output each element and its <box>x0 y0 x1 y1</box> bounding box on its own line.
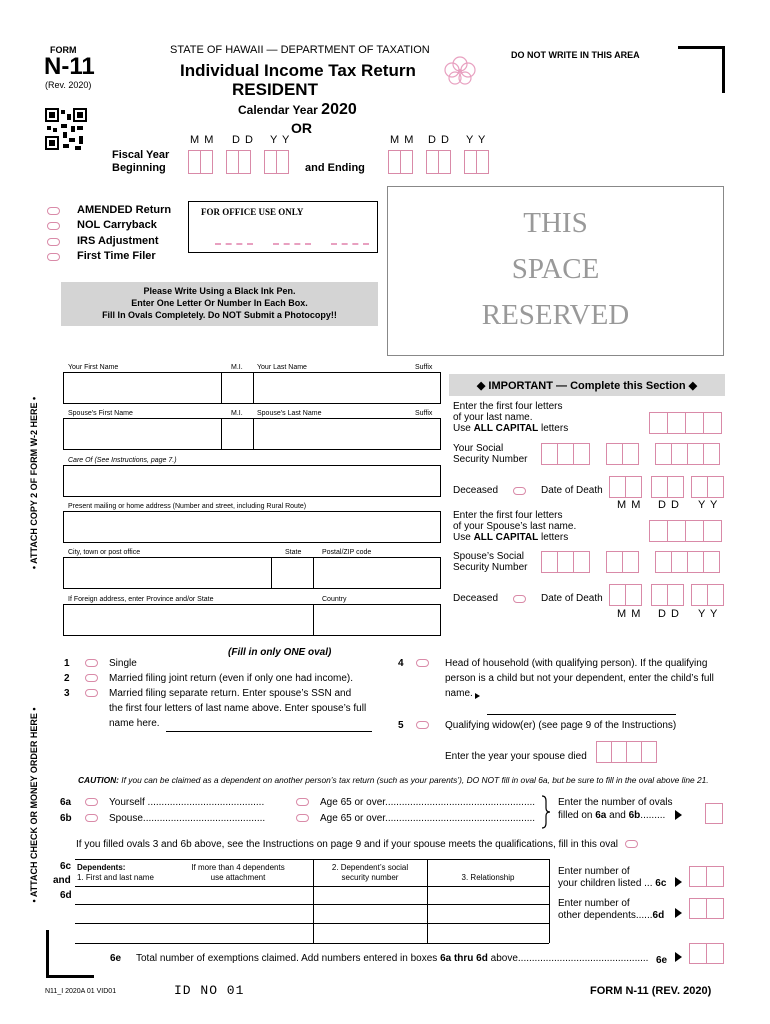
spouse-oval[interactable] <box>85 814 98 822</box>
line-6b-label: 6b <box>60 813 72 824</box>
spouse-last4-label-3c: letters <box>538 532 569 543</box>
yourself-label: Yourself .......................................... <box>109 797 265 808</box>
country-label: Country <box>322 596 347 603</box>
status-2-oval[interactable] <box>85 674 98 682</box>
first-time-oval[interactable] <box>47 253 60 261</box>
spouse-ssn-part3-input[interactable] <box>655 551 719 573</box>
spouse-first-name-label: Spouse’s First Name <box>68 410 133 417</box>
status-3-oval[interactable] <box>85 689 98 697</box>
care-of-input[interactable] <box>63 465 441 497</box>
care-of-label: Care Of (See Instructions, page 7.) <box>68 457 177 464</box>
foreign-province-input[interactable] <box>63 604 314 636</box>
fiscal-begin-mm-input[interactable] <box>188 150 212 174</box>
spouse-ssn-label-2: Security Number <box>453 562 528 573</box>
form-title: Individual Income Tax Return <box>180 61 416 80</box>
line-6a-label: 6a <box>60 797 72 808</box>
mi-input[interactable] <box>221 372 254 404</box>
spouse-last4-label-3a: Use <box>453 532 474 543</box>
ovals-count-label-2a: filled on <box>558 810 596 821</box>
status-1-label: Single <box>109 658 137 669</box>
ovals-count-label-2d: 6b <box>628 810 641 821</box>
ovals-arrow-icon <box>675 810 682 820</box>
ovals-count-label-2b: 6a <box>595 810 607 821</box>
fiscal-end-yy: Y Y <box>466 134 487 146</box>
fiscal-beginning-label-2: Beginning <box>112 162 166 174</box>
and-label: and <box>53 875 71 886</box>
fiscal-begin-dd: D D <box>232 134 254 146</box>
spouse-deceased-label: Deceased <box>453 593 499 604</box>
form-subtitle: RESIDENT <box>232 80 318 99</box>
deceased-oval[interactable] <box>513 487 526 495</box>
zip-input[interactable] <box>313 557 441 589</box>
spouse-deceased-oval[interactable] <box>513 595 526 603</box>
important-banner <box>449 374 725 396</box>
age65-spouse-label: Age 65 or over...................................................... <box>320 813 536 824</box>
status-4-oval[interactable] <box>416 659 429 667</box>
important-heading: ◆ IMPORTANT — Complete this Section ◆ <box>476 380 698 392</box>
fiscal-begin-mm: M M <box>190 134 215 146</box>
spouse-died-label: Enter the year your spouse died <box>445 751 587 762</box>
fiscal-begin-yy-input[interactable] <box>264 150 288 174</box>
amended-label: AMENDED Return <box>77 204 172 216</box>
dependents-table <box>75 859 549 947</box>
fiscal-end-mm: M M <box>390 134 415 146</box>
mi-label: M.I. <box>231 364 243 371</box>
spouse-last4-label-2: of your Spouse’s last name. <box>453 521 577 532</box>
footer-code: N11_I 2020A 01 VID01 <box>45 988 117 995</box>
last4-label-2: of your last name. <box>453 412 533 423</box>
ovals-count-label-2c: and <box>606 810 629 821</box>
form-number: N-11 <box>44 53 95 80</box>
age65-yourself-label: Age 65 or over...................................................... <box>320 797 536 808</box>
total-label-a: Total number of exemptions claimed. Add numbers entered in boxes <box>136 953 441 964</box>
ovals-brace <box>541 795 551 829</box>
status-4-label-1: Head of household (with qualifying person). If the qualifying <box>445 658 708 669</box>
child-name-line[interactable] <box>487 714 676 715</box>
city-label: City, town or post office <box>68 549 141 556</box>
qr-code-icon <box>45 108 87 150</box>
zip-label: Postal/ZIP code <box>322 549 372 556</box>
form-word: FORM <box>50 45 77 55</box>
total-exemptions-input[interactable] <box>689 943 723 964</box>
first-name-input[interactable] <box>63 372 222 404</box>
spouse-death-dd-label: D D <box>658 608 680 620</box>
last-name-label: Your Last Name <box>257 364 307 371</box>
spouse-ssn-label-1: Spouse’s Social <box>453 551 524 562</box>
last4-label-1: Enter the first four letters <box>453 401 563 412</box>
total-arrow-icon <box>675 952 682 962</box>
dependents-col-ssn-2: security number <box>341 873 399 882</box>
amended-oval[interactable] <box>47 207 60 215</box>
last4-label-3a: Use <box>453 423 474 434</box>
instructions-box <box>61 282 378 326</box>
line-6d-label: 6d <box>60 890 72 901</box>
status-3-label-3: name here. <box>109 718 160 729</box>
status-1-oval[interactable] <box>85 659 98 667</box>
country-input[interactable] <box>313 604 441 636</box>
last4-label-3b: ALL CAPITAL <box>473 423 539 434</box>
irs-oval[interactable] <box>47 238 60 246</box>
footer-form: FORM N-11 (REV. 2020) <box>590 985 712 997</box>
status-5-label: Qualifying widow(er) (see page 9 of the Instructions) <box>445 720 677 731</box>
state-input[interactable] <box>271 557 314 589</box>
nol-oval[interactable] <box>47 222 60 230</box>
death-dd-label: D D <box>658 499 680 511</box>
total-label-c: above............................................... <box>487 953 649 964</box>
state-label: State <box>285 549 302 556</box>
first-time-label: First Time Filer <box>77 250 156 262</box>
spouse-died-year-input[interactable] <box>596 741 656 763</box>
children-label-1: Enter number of <box>558 866 630 877</box>
dependents-more-1: If more than 4 dependents <box>191 863 285 872</box>
ssn-part1-input[interactable] <box>541 443 589 465</box>
line-6c-label: 6c <box>60 861 72 872</box>
spouse-qualifies-oval[interactable] <box>625 840 638 848</box>
calendar-year: 2020 <box>321 101 357 118</box>
city-input[interactable] <box>63 557 272 589</box>
spouse-ssn-part2-input[interactable] <box>606 551 638 573</box>
status-5-num: 5 <box>398 720 404 731</box>
status-5-oval[interactable] <box>416 721 429 729</box>
spouse-last-name-input[interactable] <box>253 418 441 450</box>
fiscal-ending-label: and Ending <box>305 162 365 174</box>
agency-line: STATE OF HAWAII — DEPARTMENT OF TAXATION <box>170 44 430 56</box>
address-label: Present mailing or home address (Number and street, including Rural Route) <box>68 503 307 510</box>
spouse-mi-input[interactable] <box>221 418 254 450</box>
corner-mark <box>678 46 725 93</box>
hibiscus-logo-icon <box>443 54 477 86</box>
children-code: 6c <box>655 878 667 889</box>
instruction-3: Fill In Ovals Completely. Do NOT Submit a Photocopy!! <box>102 310 337 320</box>
filing-heading: (Fill in only ONE oval) <box>228 647 332 658</box>
age65-spouse-oval[interactable] <box>296 814 309 822</box>
yourself-oval[interactable] <box>85 798 98 806</box>
spouse-full-name-line[interactable] <box>166 731 372 732</box>
children-label-2: your children listed ... <box>558 878 653 889</box>
fiscal-end-dd-input[interactable] <box>426 150 450 174</box>
fiscal-end-yy-input[interactable] <box>464 150 488 174</box>
spouse-death-mm-input[interactable] <box>609 584 641 606</box>
calendar-year-label: Calendar Year <box>238 103 318 117</box>
fiscal-begin-dd-input[interactable] <box>226 150 250 174</box>
dependent-row[interactable] <box>75 905 549 922</box>
dependents-more-2: use attachment <box>210 873 266 882</box>
foreign-address-label: If Foreign address, enter Province and/or State <box>68 596 214 603</box>
dependents-col-relationship: 3. Relationship <box>461 873 515 882</box>
children-arrow-icon <box>675 877 682 887</box>
office-use-label: FOR OFFICE USE ONLY <box>201 207 304 217</box>
ssn-label-2: Security Number <box>453 454 528 465</box>
address-input[interactable] <box>63 511 441 543</box>
spouse-last4-label-1: Enter the first four letters <box>453 510 563 521</box>
spouse-death-yy-label: Y Y <box>698 608 719 620</box>
total-code: 6e <box>656 955 668 966</box>
instruction-1: Please Write Using a Black Ink Pen. <box>143 286 296 296</box>
death-yy-input[interactable] <box>691 476 723 498</box>
spouse-first-name-input[interactable] <box>63 418 222 450</box>
reserved-line-1: THIS <box>523 207 588 239</box>
other-dependents-arrow-icon <box>675 908 682 918</box>
status-2-num: 2 <box>64 673 70 684</box>
reserved-space <box>387 186 724 356</box>
death-mm-input[interactable] <box>609 476 641 498</box>
spouse-ssn-part1-input[interactable] <box>541 551 589 573</box>
last4-label-3c: letters <box>538 423 569 434</box>
other-dependents-count-input[interactable] <box>689 898 723 919</box>
other-dependents-label-2: other dependents...... <box>558 910 653 921</box>
revision: (Rev. 2020) <box>45 80 92 90</box>
instruction-2: Enter One Letter Or Number In Each Box. <box>131 298 308 308</box>
side-text-check: • ATTACH CHECK OR MONEY ORDER HERE • <box>29 707 39 903</box>
fiscal-beginning-label-1: Fiscal Year <box>112 149 170 161</box>
status-3-label-2: the first four letters of last name above. Enter spouse’s full <box>109 703 367 714</box>
fiscal-end-mm-input[interactable] <box>388 150 412 174</box>
office-use-box <box>188 201 378 253</box>
spouse-death-dd-input[interactable] <box>651 584 683 606</box>
caution-text: If you can be claimed as a dependent on another person’s tax return (such as your parents’), DO NOT fill in oval 6a, but be sure to fill in the oval above line 21. <box>118 775 709 785</box>
spouse-last4-input[interactable] <box>649 520 721 542</box>
dependents-col-name: 1. First and last name <box>77 873 154 882</box>
nol-label: NOL Carryback <box>77 219 157 231</box>
suffix-label: Suffix <box>415 364 433 371</box>
status-3-num: 3 <box>64 688 70 699</box>
other-dependents-label-1: Enter number of <box>558 898 630 909</box>
fiscal-begin-yy: Y Y <box>270 134 291 146</box>
dependent-row[interactable] <box>75 924 549 942</box>
ssn-part3-input[interactable] <box>655 443 719 465</box>
ovals-count-label-2e: ......... <box>640 810 666 821</box>
ssn-part2-input[interactable] <box>606 443 638 465</box>
last-name-input[interactable] <box>253 372 441 404</box>
other-dependents-code: 6d <box>652 910 665 921</box>
death-mm-label: M M <box>617 499 642 511</box>
spouse-last-name-label: Spouse’s Last Name <box>257 410 322 417</box>
status-4-num: 4 <box>398 658 404 669</box>
children-count-input[interactable] <box>689 866 723 887</box>
reserved-line-3: RESERVED <box>481 299 630 331</box>
do-not-write-label: DO NOT WRITE IN THIS AREA <box>511 50 640 60</box>
caution-label: CAUTION: <box>78 775 119 785</box>
deceased-label: Deceased <box>453 485 499 496</box>
spouse-last4-label-3b: ALL CAPITAL <box>473 532 539 543</box>
spouse-suffix-label: Suffix <box>415 410 433 417</box>
line-6e-label: 6e <box>110 953 122 964</box>
spouse-death-yy-input[interactable] <box>691 584 723 606</box>
side-text-w2: • ATTACH COPY 2 OF FORM W-2 HERE • <box>29 396 39 570</box>
spouse-death-mm-label: M M <box>617 608 642 620</box>
death-yy-label: Y Y <box>698 499 719 511</box>
ssn-label-1: Your Social <box>453 443 504 454</box>
footer-id: ID NO 01 <box>174 983 245 998</box>
corner-mark-bottom <box>46 930 94 978</box>
date-of-death-label: Date of Death <box>541 485 603 496</box>
status-3-label-1: Married filing separate return. Enter spouse’s SSN and <box>109 688 352 699</box>
age65-yourself-oval[interactable] <box>296 798 309 806</box>
spouse-mi-label: M.I. <box>231 410 243 417</box>
spouse-date-of-death-label: Date of Death <box>541 593 603 604</box>
death-dd-input[interactable] <box>651 476 683 498</box>
or-label: OR <box>291 120 312 136</box>
total-label-b: 6a thru 6d <box>440 953 488 964</box>
child-name-arrow-icon <box>475 693 480 699</box>
last4-input[interactable] <box>649 412 721 434</box>
reserved-line-2: SPACE <box>511 253 600 285</box>
dependent-row[interactable] <box>75 887 549 903</box>
status-4-label-2: person is a child but not your dependent, enter the child’s full <box>445 673 714 684</box>
dependents-heading: Dependents: <box>77 863 126 872</box>
dependents-col-ssn-1: 2. Dependent’s social <box>331 863 409 872</box>
fiscal-end-dd: D D <box>428 134 450 146</box>
filled-ovals-note: If you filled ovals 3 and 6b above, see the Instructions on page 9 and if your spouse meets the qualifications, fill in this oval <box>76 839 618 850</box>
spouse-label: Spouse............................................ <box>109 813 266 824</box>
first-name-label: Your First Name <box>68 364 119 371</box>
status-4-label-3: name. <box>445 688 473 699</box>
status-1-num: 1 <box>64 658 70 669</box>
irs-label: IRS Adjustment <box>77 235 159 247</box>
ovals-count-label-1: Enter the number of ovals <box>558 797 673 808</box>
ovals-count-input[interactable] <box>705 803 723 824</box>
status-2-label: Married filing joint return (even if only one had income). <box>109 673 354 684</box>
